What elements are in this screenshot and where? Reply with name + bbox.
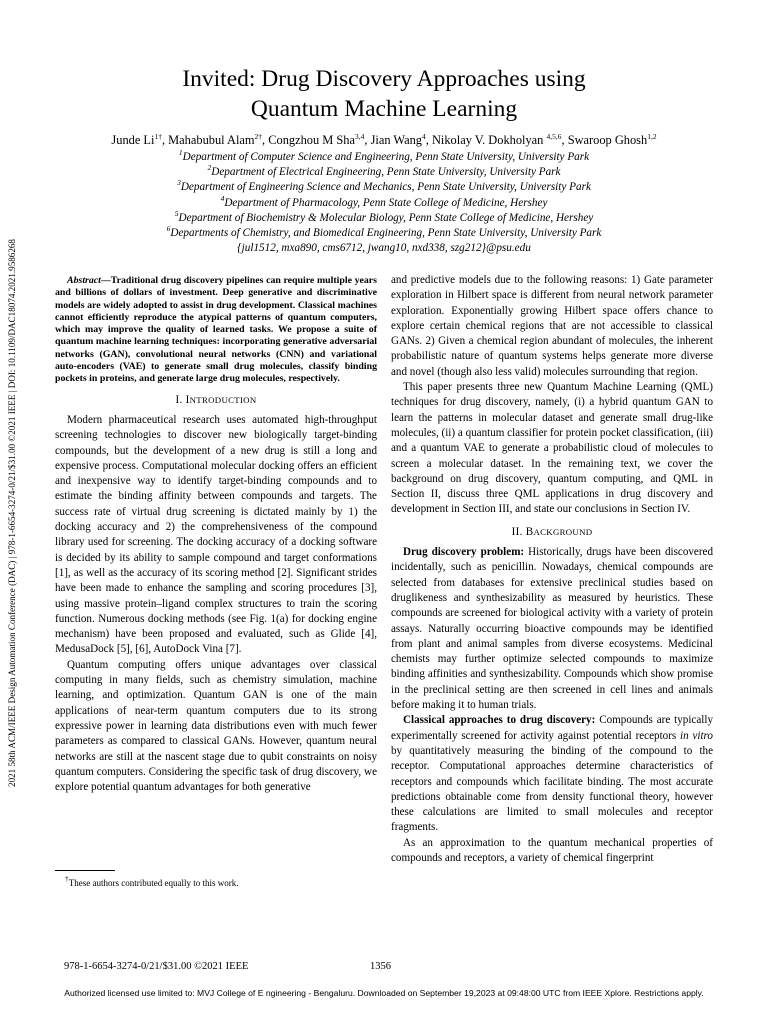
section-initial: B [525,525,534,538]
affiliation-item [0,193,768,211]
affiliation-num: 5 [174,208,179,218]
page-number: 1356 [370,961,391,972]
author-mark: 1† [154,132,162,141]
affiliation-num: 1 [178,148,183,157]
paragraph [391,713,713,835]
section-initial: I [185,393,190,406]
abstract-label: Abstract [67,275,101,286]
license-notice: Authorized licensed use limited to: MVJ College of E ngineering - Bengaluru. Downloaded on September 19,2023 at 09:48:00 UTC from IEEE Xplore. Restrictions apply. [64,988,704,998]
section-number: II. [511,525,523,538]
paragraph: Modern pharmaceutical research uses automated high-throughput screening technologies to discover new biologically target-binding compounds, but the development of a new drug is still a long and expensive process. Computational molecular docking offers an efficient and inexpensive way to identify target-binding compounds and to estimate the binding affinity between compounds and targets. The success rate of virtual drug screening is dictated mainly by 1) the docking accuracy and 2) the comprehensiveness of the compound library used for screening. The docking accuracy of a docking software is decided by its ability to sample compound and target conformations [1], as well as the accuracy of its scoring method [2]. Significant strides have been made to enhance the sampling and scoring procedures [3], using massive protein–ligand complex structures to train the scoring function. Numerous docking methods (see Fig. 1(a) for docking engine mechanism) have been proposed and evaluated, such as Glide [4], MedusaDock [5], [6], AutoDock Vina [7]. [55,413,377,656]
page-title [0,64,768,124]
section-number: I. [175,393,183,406]
paragraph: Quantum computing offers unique advantages over classical computing in many fields, such as chemistry simulation, machine learning, and optimization. Quantum GAN is one of the main applications of near-term quantum computers due to its strong expressive power in learning data distributions even with much fewer parameters as compared to classical GANs. However, quantum neural networks are still at the nascent stage due to qubit constraints on noisy quantum computers. Considering the specific task of drug discovery, we explore potential quantum advantages for both generative [55,658,377,794]
author-name: Swaroop Ghosh [567,133,648,147]
author-list: Junde $Li^{1\dagger}$, Mahabubul Alam$^{2\dagger}$, Congzhou M Sha$^{3,4}$, Jian Wang$^4$, Nikolay V. Dokholyan $^{4,5,6}$, Swaroop Ghosh$^{1,2}$ [111,132,657,147]
section-heading-background [391,525,713,540]
author-name: Nikolay V. Dokholyan [431,133,544,147]
affiliation-num: 4 [220,193,225,203]
title-line-2: Quantum Machine Learning [250,96,518,122]
left-column [55,275,377,795]
abstract [55,275,377,386]
footnote-text: These authors contributed equally to this work. [68,878,239,888]
affiliation-text: Department of Pharmacology, Penn State College of Medicine, Hershey [224,196,548,209]
affiliation-num: 2 [207,163,212,173]
paragraph: This paper presents three new Quantum Machine Learning (QML) techniques for drug discovery, namely, (i) a hybrid quantum GAN to learn the patterns in molecular dataset and generate small drug-like molecules, (ii) a quantum classifier for protein pocket classification, (iii) and a quantum VAE to generate a probabilistic cloud of molecules to screen a molecular dataset. In the remaining text, we cover the background on drug discovery, quantum computing, and QML in Section II, discuss three QML applications in drug discovery and development in Section III, and state our conclusions in Section IV. [391,381,713,516]
abstract-text: —Traditional drug discovery pipelines can require multiple years and billions of dollars of investment. Deep generative and discriminative models are widely adopted to assist in drug development. Classical machines cannot efficiently reproduce the atypical patterns of quantum computers, which may improve the quality of learned tasks. We propose a suite of quantum machine learning techniques: incorporating generative adversarial networks (GAN), convolutional neural networks (CNN) and variational auto-encoders (VAE) to generate small drug molecules, classify binding pockets in proteins, and generate large drug molecules, respectively. [55,275,377,385]
affiliation-text: Department of Computer Science and Engineering, Penn State University, University Park [182,151,590,163]
footnote [65,874,239,888]
author-mark: 2† [254,132,263,141]
paragraph: and predictive models due to the following reasons: 1) Gate parameter exploration in Hilbert space is different from neural network parameter exploration. Exponentially growing Hilbert space offers chance to explore certain chemical regions that are not accessible to classical GANs. 2) Given a chemical region abundant of molecules, the inherent probabilistic nature of quantum systems helps generate more diverse and novel (though also less valid) molecules surrounding that region. [391,274,713,378]
affiliation-num: 6 [166,224,171,234]
title-line-1: Invited: Drug Discovery Approaches using [182,66,586,92]
affiliation-text: Department of Electrical Engineering, Penn State University, University Park [211,166,561,179]
affiliation-text: Department of Biochemistry & Molecular Biology, Penn State College of Medicine, Hershey [178,211,594,224]
affiliation-item [0,150,768,165]
affiliation-item [0,180,768,195]
section-rest: ACKGROUND [533,526,593,537]
author-mark: 3,4 [355,132,365,141]
affiliation-item [0,226,768,241]
paragraph-text: Compounds are typically experimentally screened for activity against potential receptors [391,714,713,742]
affiliation-item [0,208,768,226]
runin-heading: Classical approaches to drug discovery: [403,714,596,727]
paragraph: As an approximation to the quantum mechanical properties of compounds and receptors, a variety of chemical fingerprint [391,836,713,864]
author-name: Junde Li [111,133,155,147]
email-list: {jul1512, mxa890, cms6712, jwang10, nxd338, szg212}@psu.edu [237,242,531,255]
runin-heading: Drug discovery problem: [403,546,525,559]
right-column [391,273,713,866]
sidebar-doi-strip [2,195,22,830]
paragraph-text: by quantitatively measuring the binding of the compound to the receptor. Computational approaches determine characteristics of receptors and compounds which facilitate binding. The most accurate predictions obtainable come from density functional theory, however these calculations are limited to small molecules and receptor fragments. [391,744,713,834]
author-name: Congzhou M Sha [268,133,355,147]
affiliation-list [0,150,768,256]
author-name: Mahabubul Alam [168,133,255,147]
affiliation-item [0,165,768,180]
footer-isbn: 978-1-6654-3274-0/21/$31.00 ©2021 IEEE [64,961,249,972]
paragraph [391,545,713,713]
affiliation-text: Department of Engineering Science and Mechanics, Penn State University, University Park [180,181,591,194]
paragraph-text: Historically, drugs have been discovered incidentally, such as penicillin. Nowadays, chemical compounds are selected from databases for extensive preclinical studies based on druglikeness and synthesizability as measured by heuristics. These compounds are screened for biological activity with a variety of protein assays. Naturally occurring bioactive compounds may be identified from plant and animal samples from diverse ecosystems. Medicinal chemists may further optimize selected compounds to maximize binding affinities and synthesizability. Compounds which show promise in the preclinical setting are then screened in cell lines and animals before making it to human trials. [391,546,714,712]
footnote-rule [55,870,115,871]
section-rest: NTRODUCTION [189,394,257,405]
footnote-mark: † [65,874,69,883]
affiliation-text: Departments of Chemistry, and Biomedical Engineering, Penn State University, University Park [170,227,602,240]
author-mark: 4,5,6 [546,132,562,141]
affiliation-num: 3 [177,178,181,188]
section-heading-introduction [55,393,377,408]
sidebar-doi-text: 2021 58th ACM/IEEE Design Automation Conference (DAC) | 978-1-6654-3274-0/21/$31.00 ©2021 IEEE | DOI: 10.1109/DAC18074.2021.9586268 [7,238,17,787]
italic-text: in vitro [680,729,713,742]
author-name: Jian Wang [370,133,423,147]
author-mark: 4 [422,132,426,141]
author-mark: 1,2 [647,132,657,141]
